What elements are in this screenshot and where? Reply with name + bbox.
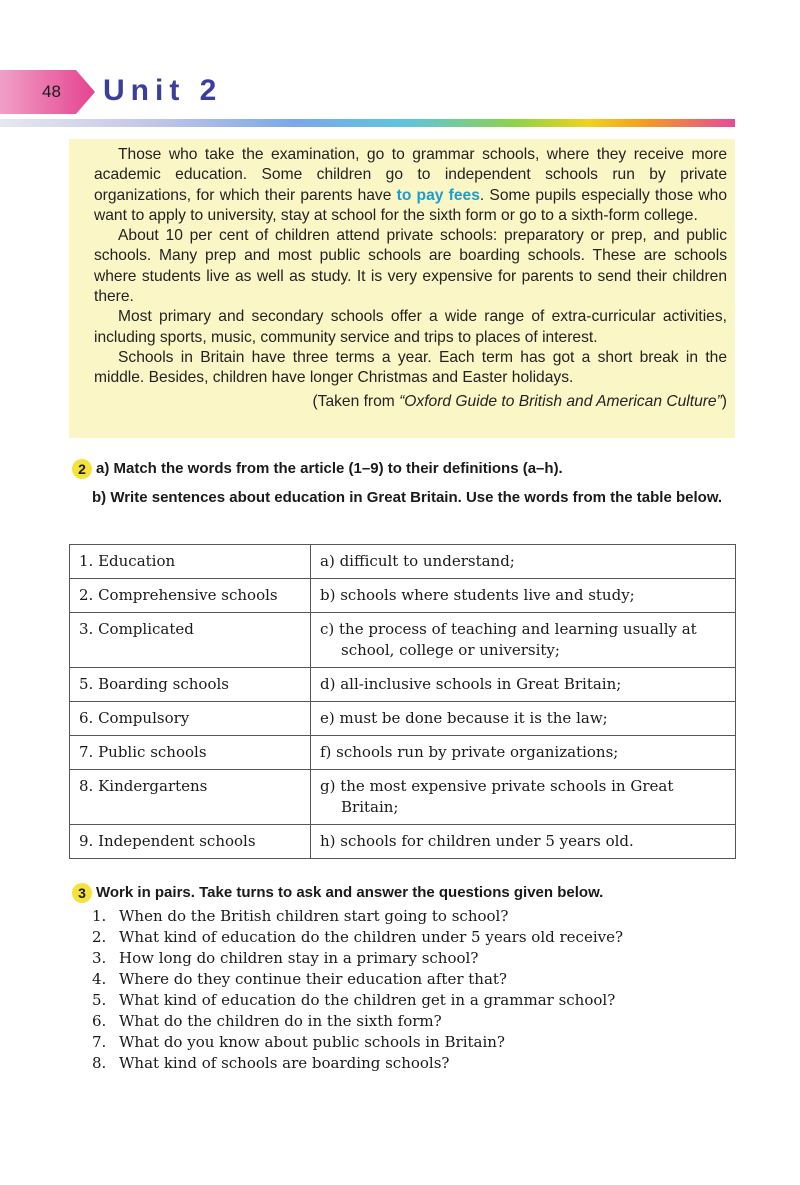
question-item	[92, 906, 752, 927]
reading-paragraph-4: Schools in Britain have three terms a year. Each term has got a short break in the middle. Besides, children have longer Christmas and Easter holidays.	[94, 348, 727, 387]
task-2-number-badge: 2	[72, 459, 92, 479]
table-word: 7. Public schools	[70, 736, 311, 770]
table-word: 1. Education	[70, 545, 311, 579]
unit-title: Unit 2	[103, 74, 223, 107]
question-text: What kind of education do the children under 5 years old receive?	[119, 928, 624, 946]
table-definition-text: a) difficult to understand;	[320, 552, 515, 570]
question-item	[92, 1032, 752, 1053]
table-word: 2. Comprehensive schools	[70, 579, 311, 613]
source-title: “Oxford Guide to British and American Culture”	[399, 392, 722, 410]
table-word: 5. Boarding schools	[70, 668, 311, 702]
table-definition	[311, 613, 736, 668]
table-definition	[311, 579, 736, 613]
question-text: How long do children stay in a primary school?	[119, 949, 479, 967]
table-definition	[311, 825, 736, 859]
question-item	[92, 990, 752, 1011]
source-suffix: )	[721, 392, 727, 410]
task-2-part-a-text: a) Match the words from the article (1–9) to their definitions (a–h).	[96, 460, 563, 477]
question-item	[92, 927, 752, 948]
source-citation	[94, 392, 727, 412]
reading-text	[94, 145, 727, 412]
table-word: 8. Kindergartens	[70, 770, 311, 825]
question-text: When do the British children start going to school?	[119, 907, 509, 925]
table-definition	[311, 702, 736, 736]
question-item	[92, 948, 752, 969]
table-row	[70, 613, 736, 668]
reading-paragraph-1	[94, 145, 727, 226]
table-word: 3. Complicated	[70, 613, 311, 668]
question-number: 4.	[92, 970, 107, 988]
table-row	[70, 545, 736, 579]
rainbow-divider	[0, 119, 735, 127]
table-definition-text: e) must be done because it is the law;	[320, 709, 608, 727]
table-row	[70, 770, 736, 825]
matching-table	[69, 544, 736, 859]
highlight-phrase: to pay fees	[396, 186, 480, 204]
question-number: 8.	[92, 1054, 107, 1072]
table-definition-text: g) the most expensive private schools in Great Britain;	[320, 777, 674, 816]
table-definition-text: c) the process of teaching and learning usually at school, college or university;	[320, 620, 697, 659]
reading-p1-end: . Some pupils especially those who want to apply to university, stay at school for the sixth form or go to a sixth-form college.	[94, 186, 728, 224]
table-definition-text: f) schools run by private organizations;	[320, 743, 619, 761]
task-3-number-badge: 3	[72, 883, 92, 903]
question-text: What do you know about public schools in Britain?	[119, 1033, 505, 1051]
table-definition	[311, 770, 736, 825]
reading-paragraph-2: About 10 per cent of children attend private schools: preparatory or prep, and public schools. Many prep and most public schools are boarding schools. These are schools where students live as well as study. It is very expensive for parents to send their children there.	[94, 227, 727, 306]
table-row	[70, 668, 736, 702]
reading-paragraph-3: Most primary and secondary schools offer a wide range of extra-curricular activities, including sports, music, community service and trips to places of interest.	[94, 308, 727, 346]
question-text: What kind of schools are boarding schools?	[119, 1054, 450, 1072]
question-item	[92, 1053, 752, 1074]
task-3-instruction: Work in pairs. Take turns to ask and answer the questions given below.	[96, 883, 604, 901]
table-definition	[311, 736, 736, 770]
source-prefix: (Taken from	[312, 392, 400, 410]
task-3	[72, 883, 742, 903]
table-definition-text: b) schools where students live and study;	[320, 586, 635, 604]
question-text: What do the children do in the sixth form?	[119, 1012, 442, 1030]
question-number: 6.	[92, 1012, 107, 1030]
task-2-part-a	[72, 458, 742, 479]
table-definition	[311, 545, 736, 579]
task-2	[72, 458, 742, 508]
question-number: 3.	[92, 949, 107, 967]
table-definition-text: h) schools for children under 5 years old.	[320, 832, 634, 850]
table-word: 6. Compulsory	[70, 702, 311, 736]
question-number: 2.	[92, 928, 107, 946]
question-item	[92, 1011, 752, 1032]
table-row	[70, 579, 736, 613]
question-number: 5.	[92, 991, 107, 1009]
question-text: Where do they continue their education after that?	[119, 970, 507, 988]
table-definition	[311, 668, 736, 702]
page-number: 48	[42, 82, 61, 101]
question-item	[92, 969, 752, 990]
table-row	[70, 825, 736, 859]
question-list	[92, 906, 752, 1074]
reading-p1-start: Those who take the examination, go to grammar schools, where they receive more academic education. Some children go to independent schools run by private organizations, for which their parents have	[94, 146, 727, 204]
table-row	[70, 702, 736, 736]
question-text: What kind of education do the children get in a grammar school?	[119, 991, 616, 1009]
task-2-part-b: b) Write sentences about education in Great Britain. Use the words from the table below.	[92, 489, 723, 507]
table-word: 9. Independent schools	[70, 825, 311, 859]
table-row	[70, 736, 736, 770]
table-definition-text: d) all-inclusive schools in Great Britain;	[320, 675, 622, 693]
question-number: 7.	[92, 1033, 107, 1051]
question-number: 1.	[92, 907, 107, 925]
